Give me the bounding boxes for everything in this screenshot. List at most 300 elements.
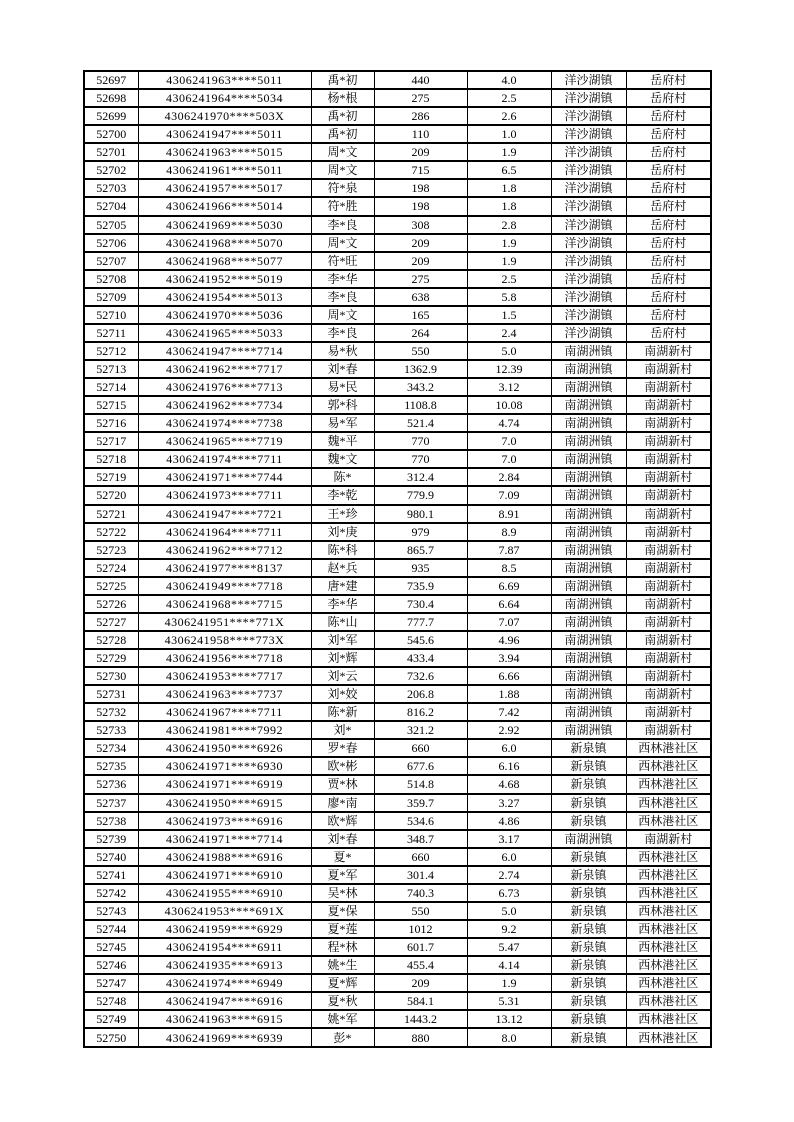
table-cell-id-number: 4306241974****6949 <box>138 974 311 992</box>
table-cell-id-number: 4306241973****6916 <box>138 812 311 830</box>
table-cell-seq: 52731 <box>84 685 138 703</box>
table-cell-village: 西林港社区 <box>626 794 711 812</box>
table-cell-seq: 52722 <box>84 523 138 541</box>
table-cell-town: 新泉镇 <box>551 1028 626 1047</box>
table-cell-village: 南湖新村 <box>626 541 711 559</box>
table-cell-id-number: 4306241954****6911 <box>138 938 311 956</box>
table-cell-name: 刘*军 <box>311 631 374 649</box>
table-cell-name: 符*泉 <box>311 179 374 197</box>
table-row <box>84 992 711 1010</box>
table-cell-id-number: 4306241977****8137 <box>138 559 311 577</box>
table-cell-name: 廖*南 <box>311 794 374 812</box>
table-row <box>84 541 711 559</box>
table-cell-id-number: 4306241951****771X <box>138 613 311 631</box>
table-cell-name: 符*胜 <box>311 197 374 215</box>
table-cell-village: 南湖新村 <box>626 649 711 667</box>
table-cell-id-number: 4306241974****7711 <box>138 450 311 468</box>
table-cell-id-number: 4306241962****7712 <box>138 541 311 559</box>
table-cell-area: 2.8 <box>467 216 551 234</box>
table-cell-village: 南湖新村 <box>626 505 711 523</box>
table-cell-seq: 52724 <box>84 559 138 577</box>
table-cell-town: 南湖洲镇 <box>551 830 626 848</box>
table-cell-amount: 770 <box>374 450 467 468</box>
table-cell-village: 岳府村 <box>626 125 711 143</box>
table-cell-id-number: 4306241956****7718 <box>138 649 311 667</box>
table-cell-seq: 52703 <box>84 179 138 197</box>
table-cell-village: 岳府村 <box>626 306 711 324</box>
table-cell-area: 2.92 <box>467 721 551 739</box>
table-cell-seq: 52704 <box>84 197 138 215</box>
table-cell-name: 唐*建 <box>311 577 374 595</box>
table-cell-seq: 52717 <box>84 432 138 450</box>
table-cell-amount: 777.7 <box>374 613 467 631</box>
table-cell-town: 洋沙湖镇 <box>551 125 626 143</box>
table-cell-id-number: 4306241958****773X <box>138 631 311 649</box>
table-cell-amount: 343.2 <box>374 378 467 396</box>
table-cell-town: 南湖洲镇 <box>551 486 626 504</box>
table-row <box>84 125 711 143</box>
table-cell-id-number: 4306241971****6919 <box>138 775 311 793</box>
table-cell-town: 南湖洲镇 <box>551 595 626 613</box>
table-cell-seq: 52712 <box>84 342 138 360</box>
table-row <box>84 1010 711 1028</box>
table-cell-amount: 601.7 <box>374 938 467 956</box>
table-row <box>84 938 711 956</box>
table-cell-id-number: 4306241969****6939 <box>138 1028 311 1047</box>
table-cell-name: 周*文 <box>311 306 374 324</box>
table-cell-area: 1.5 <box>467 306 551 324</box>
table-cell-village: 岳府村 <box>626 252 711 270</box>
table-cell-amount: 440 <box>374 71 467 89</box>
table-cell-seq: 52713 <box>84 360 138 378</box>
table-cell-seq: 52725 <box>84 577 138 595</box>
table-cell-area: 2.74 <box>467 866 551 884</box>
table-cell-amount: 308 <box>374 216 467 234</box>
table-cell-name: 陈* <box>311 468 374 486</box>
table-cell-area: 3.12 <box>467 378 551 396</box>
table-cell-id-number: 4306241981****7992 <box>138 721 311 739</box>
table-cell-name: 禹*初 <box>311 125 374 143</box>
table-row <box>84 486 711 504</box>
table-cell-amount: 275 <box>374 89 467 107</box>
table-cell-seq: 52744 <box>84 920 138 938</box>
table-cell-town: 新泉镇 <box>551 1010 626 1028</box>
table-cell-seq: 52710 <box>84 306 138 324</box>
table-cell-id-number: 4306241947****7721 <box>138 505 311 523</box>
table-cell-id-number: 4306241963****5015 <box>138 143 311 161</box>
table-cell-name: 吴*林 <box>311 884 374 902</box>
table-cell-town: 新泉镇 <box>551 794 626 812</box>
table-cell-id-number: 4306241974****7738 <box>138 414 311 432</box>
table-cell-town: 洋沙湖镇 <box>551 324 626 342</box>
table-cell-village: 南湖新村 <box>626 577 711 595</box>
table-cell-name: 罗*春 <box>311 739 374 757</box>
table-cell-name: 彭* <box>311 1028 374 1047</box>
table-cell-village: 岳府村 <box>626 234 711 252</box>
table-cell-amount: 865.7 <box>374 541 467 559</box>
table-cell-name: 夏*军 <box>311 866 374 884</box>
table-cell-village: 南湖新村 <box>626 378 711 396</box>
table-row <box>84 920 711 938</box>
table-cell-id-number: 4306241968****5077 <box>138 252 311 270</box>
table-cell-village: 岳府村 <box>626 197 711 215</box>
table-cell-town: 洋沙湖镇 <box>551 288 626 306</box>
table-cell-area: 6.0 <box>467 739 551 757</box>
table-cell-seq: 52719 <box>84 468 138 486</box>
table-cell-village: 岳府村 <box>626 179 711 197</box>
table-cell-area: 6.69 <box>467 577 551 595</box>
table-cell-town: 南湖洲镇 <box>551 667 626 685</box>
table-cell-amount: 979 <box>374 523 467 541</box>
table-cell-area: 5.0 <box>467 902 551 920</box>
table-row <box>84 468 711 486</box>
table-cell-id-number: 4306241973****7711 <box>138 486 311 504</box>
table-row <box>84 288 711 306</box>
table-cell-name: 夏*保 <box>311 902 374 920</box>
table-cell-id-number: 4306241968****5070 <box>138 234 311 252</box>
table-cell-amount: 740.3 <box>374 884 467 902</box>
table-cell-village: 西林港社区 <box>626 884 711 902</box>
table-cell-village: 西林港社区 <box>626 1028 711 1047</box>
table-cell-amount: 521.4 <box>374 414 467 432</box>
table-row <box>84 89 711 107</box>
table-cell-seq: 52701 <box>84 143 138 161</box>
table-cell-area: 1.0 <box>467 125 551 143</box>
table-cell-amount: 301.4 <box>374 866 467 884</box>
table-cell-name: 程*林 <box>311 938 374 956</box>
table-cell-area: 7.0 <box>467 450 551 468</box>
table-cell-amount: 209 <box>374 234 467 252</box>
table-cell-area: 1.9 <box>467 252 551 270</box>
table-cell-town: 南湖洲镇 <box>551 342 626 360</box>
table-cell-village: 南湖新村 <box>626 830 711 848</box>
table-row <box>84 559 711 577</box>
table-cell-town: 南湖洲镇 <box>551 577 626 595</box>
subsidy-list-table <box>83 70 712 1048</box>
table-cell-area: 7.42 <box>467 703 551 721</box>
table-cell-seq: 52726 <box>84 595 138 613</box>
table-cell-seq: 52721 <box>84 505 138 523</box>
table-cell-town: 南湖洲镇 <box>551 631 626 649</box>
table-cell-village: 南湖新村 <box>626 360 711 378</box>
table-cell-village: 南湖新村 <box>626 342 711 360</box>
table-cell-town: 新泉镇 <box>551 956 626 974</box>
table-cell-name: 贾*林 <box>311 775 374 793</box>
table-cell-village: 南湖新村 <box>626 523 711 541</box>
table-row <box>84 685 711 703</box>
table-row <box>84 396 711 414</box>
table-cell-id-number: 4306241962****7734 <box>138 396 311 414</box>
table-cell-seq: 52739 <box>84 830 138 848</box>
table-cell-area: 6.66 <box>467 667 551 685</box>
table-row <box>84 107 711 125</box>
table-cell-id-number: 4306241952****5019 <box>138 270 311 288</box>
table-cell-id-number: 4306241964****7711 <box>138 523 311 541</box>
table-cell-seq: 52749 <box>84 1010 138 1028</box>
table-cell-amount: 198 <box>374 197 467 215</box>
table-cell-seq: 52700 <box>84 125 138 143</box>
table-cell-name: 符*旺 <box>311 252 374 270</box>
table-row <box>84 378 711 396</box>
table-row <box>84 866 711 884</box>
table-cell-name: 刘*云 <box>311 667 374 685</box>
table-cell-name: 欧*彬 <box>311 757 374 775</box>
table-cell-seq: 52697 <box>96 73 127 88</box>
table-cell-name: 刘*姣 <box>311 685 374 703</box>
table-cell-town: 洋沙湖镇 <box>551 270 626 288</box>
table-cell-village: 南湖新村 <box>626 414 711 432</box>
table-row <box>84 360 711 378</box>
table-cell-town: 新泉镇 <box>551 938 626 956</box>
table-cell-id-number: 4306241971****7744 <box>138 468 311 486</box>
table-cell-name: 周*文 <box>311 161 374 179</box>
table-cell-area: 2.5 <box>467 270 551 288</box>
table-cell-area: 4.68 <box>467 775 551 793</box>
table-cell-amount: 110 <box>374 125 467 143</box>
table-cell-town: 南湖洲镇 <box>551 685 626 703</box>
table-cell-id-number: 4306241947****6916 <box>138 992 311 1010</box>
table-cell-town: 南湖洲镇 <box>551 703 626 721</box>
table-cell-id-number: 4306241963****7737 <box>138 685 311 703</box>
table-cell-amount: 660 <box>374 739 467 757</box>
table-cell-seq: 52737 <box>84 794 138 812</box>
table-cell-seq: 52750 <box>84 1028 138 1047</box>
table-cell-amount: 209 <box>374 974 467 992</box>
table-cell-id-number: 4306241935****6913 <box>138 956 311 974</box>
table-cell-town: 新泉镇 <box>551 884 626 902</box>
table-cell-amount: 348.7 <box>374 830 467 848</box>
table-cell-village: 岳府村 <box>626 89 711 107</box>
table-cell-seq: 52729 <box>84 649 138 667</box>
table-cell-amount: 206.8 <box>374 685 467 703</box>
table-cell-seq: 52715 <box>84 396 138 414</box>
table-cell-town: 洋沙湖镇 <box>551 161 626 179</box>
table-cell-seq: 52745 <box>84 938 138 956</box>
table-cell-amount: 816.2 <box>374 703 467 721</box>
table-row <box>84 902 711 920</box>
table-cell-village: 岳府村 <box>626 143 711 161</box>
table-cell-area: 6.0 <box>467 848 551 866</box>
table-cell-amount: 550 <box>374 342 467 360</box>
table-cell-seq: 52711 <box>84 324 138 342</box>
table-row <box>84 270 711 288</box>
table-cell-seq: 52730 <box>84 667 138 685</box>
table-cell-town: 新泉镇 <box>551 739 626 757</box>
table-cell-amount: 321.2 <box>374 721 467 739</box>
table-cell-town: 洋沙湖镇 <box>551 234 626 252</box>
table-cell-seq: 52733 <box>84 721 138 739</box>
table-cell-town: 新泉镇 <box>551 920 626 938</box>
table-cell-amount: 980.1 <box>374 505 467 523</box>
table-cell-name: 赵*兵 <box>311 559 374 577</box>
table-cell-village: 岳府村 <box>626 107 711 125</box>
table-cell-village: 南湖新村 <box>626 703 711 721</box>
table-cell-name: 夏*辉 <box>311 974 374 992</box>
table-cell-seq: 52742 <box>84 884 138 902</box>
table-cell-id-number: 4306241962****7717 <box>138 360 311 378</box>
table-cell-town: 洋沙湖镇 <box>551 89 626 107</box>
table-cell-town: 南湖洲镇 <box>551 613 626 631</box>
table-row <box>84 216 711 234</box>
table-row <box>84 812 711 830</box>
table-cell-seq: 52723 <box>84 541 138 559</box>
table-cell-amount: 935 <box>374 559 467 577</box>
table-row <box>84 252 711 270</box>
table-cell-id-number: 4306241949****7718 <box>138 577 311 595</box>
table-cell-name: 易*军 <box>311 414 374 432</box>
table-cell-amount: 770 <box>374 432 467 450</box>
table-cell-seq: 52718 <box>84 450 138 468</box>
table-cell-seq: 52709 <box>84 288 138 306</box>
table-cell-id-number: 4306241970****503X <box>138 107 311 125</box>
table-cell-village: 西林港社区 <box>626 956 711 974</box>
table-row <box>84 956 711 974</box>
table-cell-amount: 638 <box>374 288 467 306</box>
table-cell-area: 1.9 <box>467 143 551 161</box>
table-body <box>84 71 711 1047</box>
table-cell-area: 6.16 <box>467 757 551 775</box>
table-cell-area: 2.84 <box>467 468 551 486</box>
table-cell-name: 易*秋 <box>311 342 374 360</box>
table-cell-village: 西林港社区 <box>626 812 711 830</box>
table-cell-name: 欧*辉 <box>311 812 374 830</box>
table-cell-village: 岳府村 <box>626 216 711 234</box>
table-cell-name: 刘*春 <box>311 360 374 378</box>
table-cell-name: 杨*根 <box>311 89 374 107</box>
table-cell-town: 南湖洲镇 <box>551 396 626 414</box>
table-cell-seq: 52714 <box>84 378 138 396</box>
table-cell-amount: 1012 <box>374 920 467 938</box>
table-cell-amount: 550 <box>374 902 467 920</box>
table-row <box>84 739 711 757</box>
table-cell-amount: 433.4 <box>374 649 467 667</box>
table-cell-seq: 52748 <box>84 992 138 1010</box>
table-cell-id-number: 4306241971****6910 <box>138 866 311 884</box>
table-cell-area: 5.0 <box>467 342 551 360</box>
table-cell-town: 新泉镇 <box>551 902 626 920</box>
table-cell-id-number: 4306241965****7719 <box>138 432 311 450</box>
table-cell-name: 刘*庚 <box>311 523 374 541</box>
table-cell-amount: 584.1 <box>374 992 467 1010</box>
table-cell-seq: 52738 <box>84 812 138 830</box>
table-cell-name: 陈*科 <box>311 541 374 559</box>
table-row <box>84 974 711 992</box>
table-row <box>84 234 711 252</box>
table-row <box>84 324 711 342</box>
table-cell-id-number: 4306241963****6915 <box>138 1010 311 1028</box>
table-cell-town: 南湖洲镇 <box>551 414 626 432</box>
table-cell-town: 新泉镇 <box>551 866 626 884</box>
table-cell-name: 郭*科 <box>311 396 374 414</box>
table-cell-seq: 52735 <box>84 757 138 775</box>
table-cell-seq: 52698 <box>84 89 138 107</box>
table-cell-town: 洋沙湖镇 <box>551 216 626 234</box>
table-cell-name: 陈*新 <box>311 703 374 721</box>
table-cell-amount: 514.8 <box>374 775 467 793</box>
table-row <box>84 505 711 523</box>
table-cell-area: 8.9 <box>467 523 551 541</box>
table-cell-id-number: 4306241955****6910 <box>138 884 311 902</box>
table-cell-area: 4.74 <box>467 414 551 432</box>
table-cell-amount: 286 <box>374 107 467 125</box>
table-cell-village: 西林港社区 <box>626 1010 711 1028</box>
table-cell-village: 南湖新村 <box>626 450 711 468</box>
table-cell-seq: 52732 <box>84 703 138 721</box>
table-row <box>84 432 711 450</box>
table-cell-area: 4.14 <box>467 956 551 974</box>
table-cell-id-number: 4306241963****5011 <box>138 71 311 89</box>
table-cell-area: 13.12 <box>467 1010 551 1028</box>
table-cell-town: 南湖洲镇 <box>551 505 626 523</box>
table-cell-area: 1.8 <box>467 179 551 197</box>
table-cell-seq: 52743 <box>84 902 138 920</box>
table-cell-amount: 730.4 <box>374 595 467 613</box>
table-cell-area: 5.47 <box>467 938 551 956</box>
table-row <box>84 450 711 468</box>
table-cell-town: 新泉镇 <box>551 812 626 830</box>
table-cell-seq: 52736 <box>84 775 138 793</box>
table-cell-village: 南湖新村 <box>626 631 711 649</box>
table-cell-name: 姚*军 <box>311 1010 374 1028</box>
table-cell-name: 夏*秋 <box>311 992 374 1010</box>
table-cell-name: 禹*初 <box>311 71 374 89</box>
table-cell-village: 南湖新村 <box>626 667 711 685</box>
table-cell-area: 10.08 <box>467 396 551 414</box>
table-cell-town: 南湖洲镇 <box>551 559 626 577</box>
table-cell-area: 1.88 <box>467 685 551 703</box>
table-cell-seq: 52708 <box>84 270 138 288</box>
table-cell-area: 8.5 <box>467 559 551 577</box>
table-cell-name: 刘* <box>311 721 374 739</box>
table-cell-name: 魏*文 <box>311 450 374 468</box>
table-cell-amount: 715 <box>374 161 467 179</box>
table-cell-area: 9.2 <box>467 920 551 938</box>
table-cell-seq: 52706 <box>84 234 138 252</box>
table-row <box>84 649 711 667</box>
table-cell-town: 南湖洲镇 <box>551 468 626 486</box>
table-cell-town: 洋沙湖镇 <box>551 252 626 270</box>
table-row <box>84 721 711 739</box>
table-cell-town: 南湖洲镇 <box>551 432 626 450</box>
table-cell-amount: 1108.8 <box>374 396 467 414</box>
table-cell-seq: 52702 <box>84 161 138 179</box>
table-cell-seq: 52705 <box>84 216 138 234</box>
table-cell-village: 西林港社区 <box>626 974 711 992</box>
table-cell-name: 易*民 <box>311 378 374 396</box>
table-row <box>84 577 711 595</box>
table-cell-town: 南湖洲镇 <box>551 360 626 378</box>
table-row <box>84 667 711 685</box>
table-row <box>84 848 711 866</box>
table-cell-id-number: 4306241953****691X <box>138 902 311 920</box>
table-cell-town: 南湖洲镇 <box>551 523 626 541</box>
table-cell-name: 周*文 <box>311 143 374 161</box>
table-row <box>84 794 711 812</box>
table-cell-area: 1.9 <box>467 974 551 992</box>
table-cell-name: 李*良 <box>311 324 374 342</box>
table-cell-seq: 52747 <box>84 974 138 992</box>
table-cell-name: 陈*山 <box>311 613 374 631</box>
table-cell-village: 南湖新村 <box>626 613 711 631</box>
table-cell-village: 岳府村 <box>626 71 711 89</box>
table-row <box>84 631 711 649</box>
table-cell-name: 李*华 <box>311 595 374 613</box>
table-cell-name: 王*珍 <box>311 505 374 523</box>
table-cell-village: 西林港社区 <box>626 992 711 1010</box>
table-cell-town: 南湖洲镇 <box>551 378 626 396</box>
table-cell-village: 南湖新村 <box>626 468 711 486</box>
table-cell-id-number: 4306241953****7717 <box>138 667 311 685</box>
